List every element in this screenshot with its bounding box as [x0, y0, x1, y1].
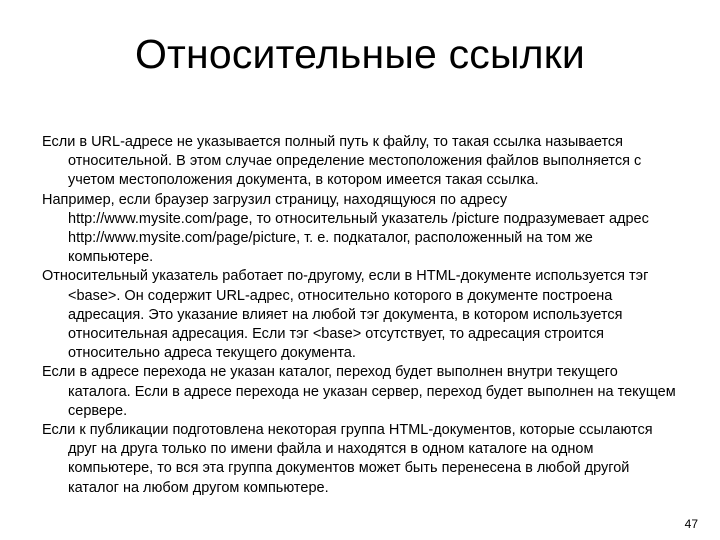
slide-title: Относительные ссылки	[134, 31, 586, 77]
paragraph-missing-directory-server: Если в адресе перехода не указан каталог, переход будет выполнен внутри текущего каталога. Если в адресе перехода не указан сервер, переход будет выполнен на текущем сервере.	[42, 364, 676, 419]
paragraph-base-tag: Относительный указатель работает по-другому, если в HTML-документе используется тэг <base>. Он содержит URL-адрес, относительно которого в документе построена адресация. Это указание влияет на любой тэг документа, в котором используется относительная адресация. Если тэг <base> отсутствует, то адресация строится относительно адреса текущего документа.	[42, 268, 649, 362]
slide-body	[42, 133, 678, 498]
paragraph-relative-link-definition: Если в URL-адресе не указывается полный путь к файлу, то такая ссылка называется относительной. В этом случае определение местоположения файлов выполняется с учетом местоположения документа, в котором имеется такая ссылка.	[42, 134, 642, 189]
paragraph-example: Например, если браузер загрузил страницу, находящуюся по адресу http://www.mysite.com/page, то относительный указатель /picture подразумевает адрес http://www.mysite.com/page/picture, т. е. подкаталог, расположенный на том же компьютере.	[42, 191, 649, 266]
slide-number: 47	[684, 517, 698, 531]
paragraph-document-group: Если к публикации подготовлена некоторая группа HTML-документов, которые ссылаются друг на друга только по имени файла и находятся в одном каталоге на одном компьютере, то вся эта группа документов может быть перенесена в любой другой каталог на любом другом компьютере.	[42, 422, 653, 496]
